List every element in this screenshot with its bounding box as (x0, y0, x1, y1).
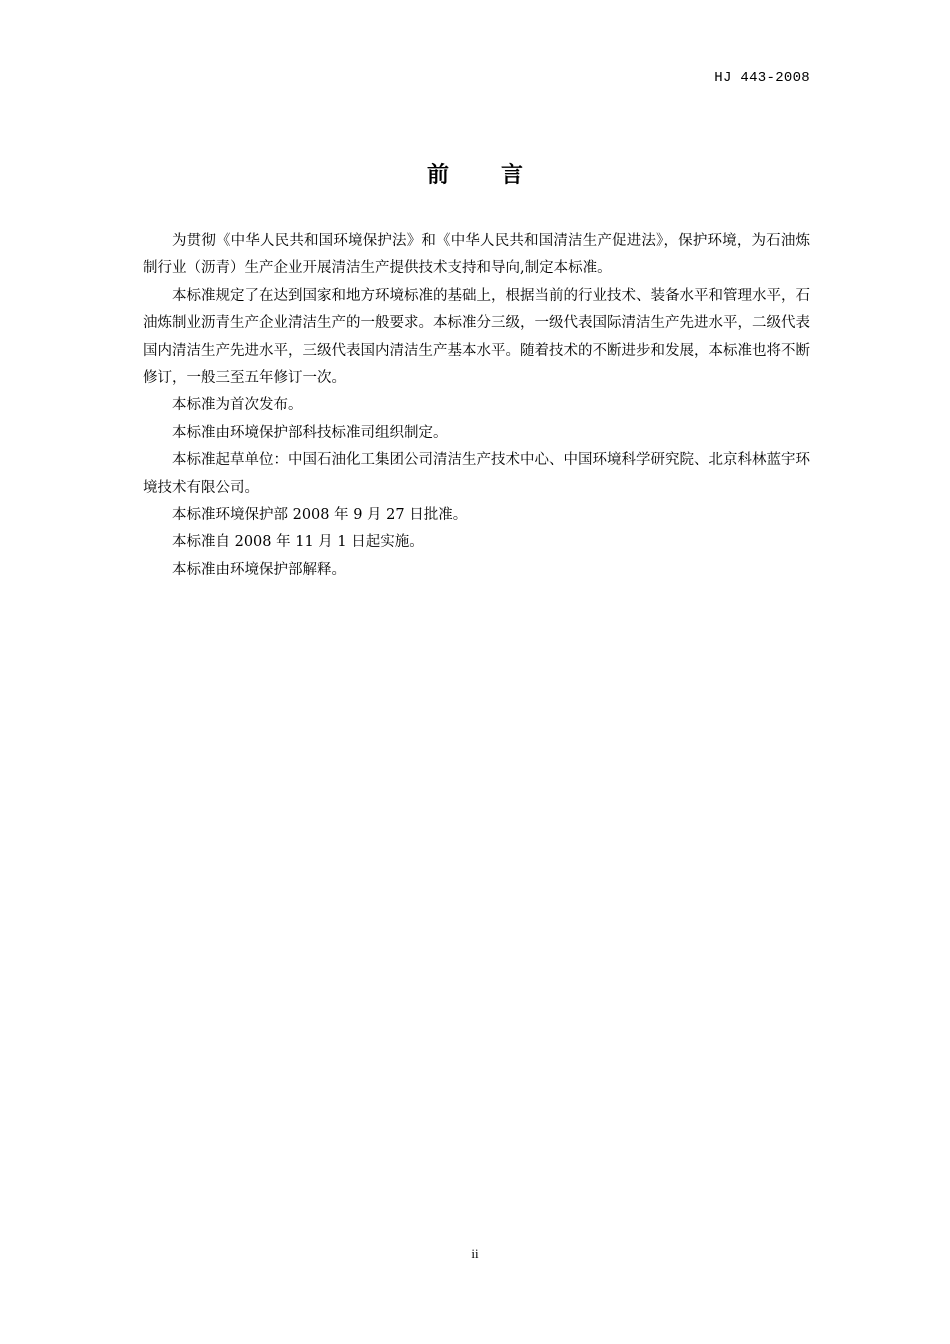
title-char-2: 言 (501, 163, 524, 188)
page-title (0, 158, 950, 189)
paragraph-first-release: 本标准为首次发布。 (172, 397, 303, 414)
paragraph-drafting-units: 本标准起草单位：中国石油化工集团公司清洁生产技术中心、中国环境科学研究院、北京科林蓝宇环境技术有限公司。 (143, 452, 810, 496)
paragraph-approval-date: 本标准环境保护部 2008 年 9 月 27 日批准。 (172, 507, 468, 524)
paragraph-purpose: 为贯彻《中华人民共和国环境保护法》和《中华人民共和国清洁生产促进法》，保护环境，为石油炼制行业（沥青）生产企业开展清洁生产提供技术支持和导向,制定本标准。 (143, 233, 810, 277)
standard-code: HJ 443-2008 (714, 70, 810, 86)
paragraph-organizer: 本标准由环境保护部科技标准司组织制定。 (172, 424, 448, 441)
page-number: ii (471, 1246, 479, 1261)
paragraph-scope: 本标准规定了在达到国家和地方环境标准的基础上，根据当前的行业技术、装备水平和管理水平，石油炼制业沥青生产企业清洁生产的一般要求。本标准分三级，一级代表国际清洁生产先进水平，二级代表国内清洁生产先进水平，三级代表国内清洁生产基本水平。随着技术的不断进步和发展，本标准也将不断修订，一般三至五年修订一次。 (143, 287, 810, 387)
paragraph-effective-date: 本标准自 2008 年 11 月 1 日起实施。 (172, 534, 424, 551)
foreword-body (143, 228, 810, 584)
paragraph-interpretation: 本标准由环境保护部解释。 (172, 561, 346, 578)
title-char-1: 前 (426, 163, 449, 188)
